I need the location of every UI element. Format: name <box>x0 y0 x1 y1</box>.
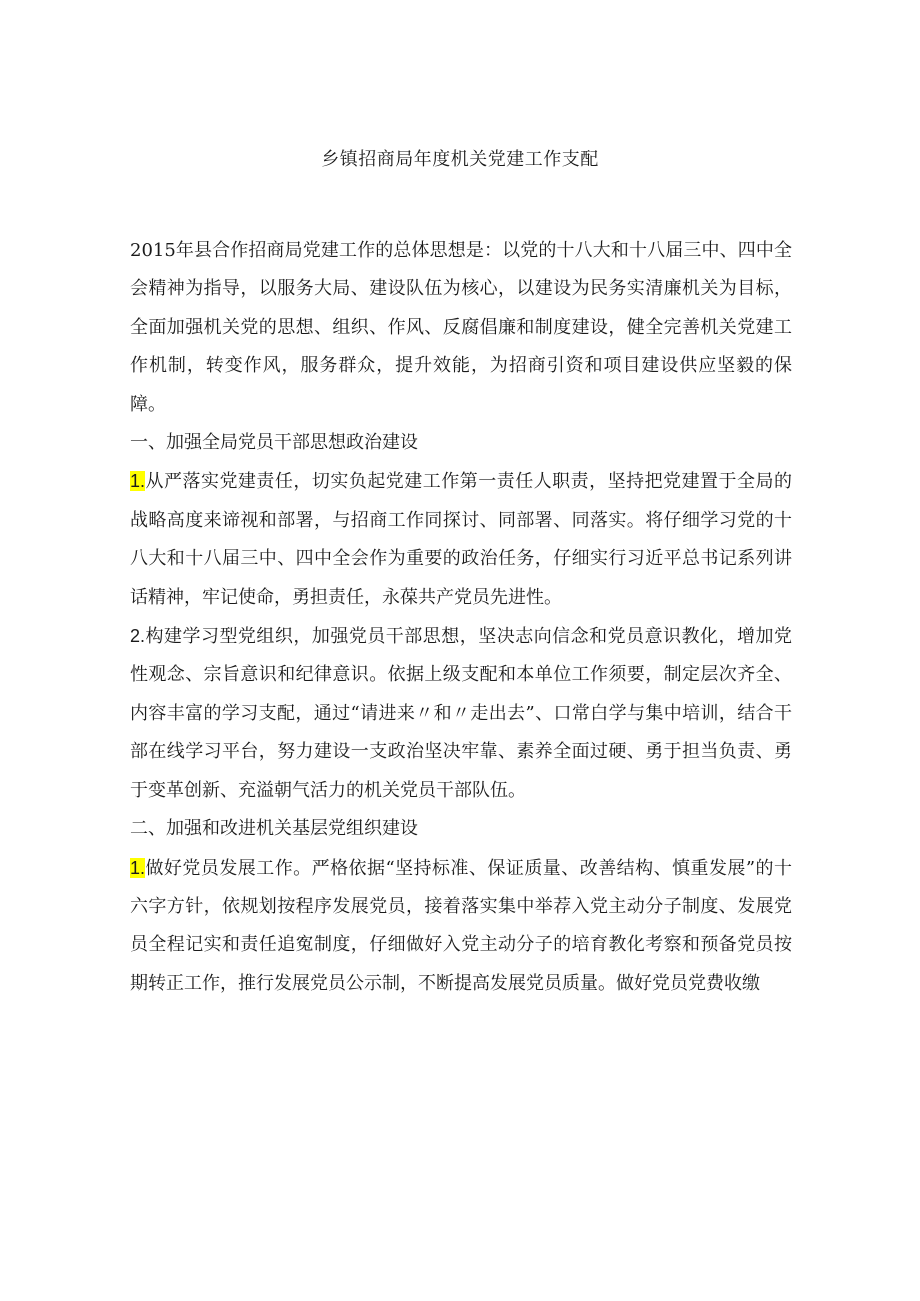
section-2-heading: 二、加强和改进机关基层党组织建设 <box>130 818 418 840</box>
item-number: 2. <box>130 626 146 647</box>
intro-paragraph: 2015年县合作招商局党建工作的总体思想是：以党的十八大和十八届三中、四中全会精神为指导，以服务大局、建设队伍为核心，以建设为民务实清廉机关为目标，全面加强机关党的思想、组织、作风、反腐倡廉和制度建设，健全完善机关党建工作机制，转变作风，服务群众，提升效能，为招商引资和项目建设供应坚毅的保障。 <box>130 240 792 415</box>
section-1-item-1 <box>130 462 792 617</box>
document-body <box>130 232 792 1003</box>
document-title: 乡镇招商局年度机关党建工作支配 <box>321 149 599 170</box>
highlighted-item-number: 1. <box>130 857 146 878</box>
section-2-item-1-text: 做好党员发展工作。严格依据“坚持标准、保证质量、改善结构、慎重发展”的十六字方针，依规划按程序发展党员，接着落实集中举荐入党主动分子制度、发展党员全程记实和责任追寃制度，仔细做好入党主动分子的培育教化考察和预备党员按期转正工作，推行发展党员公示制，不断提高发展党员质量。做好党员党费收缴 <box>130 857 792 994</box>
section-1-heading: 一、加强全局党员干部思想政治建设 <box>130 432 418 454</box>
highlighted-item-number: 1. <box>130 471 146 492</box>
section-2-item-1 <box>130 849 792 1004</box>
section-1-item-2-text: 构建学习型党组织，加强党员干部思想，坚决志向信念和党员意识教化，增加党性观念、宗旨意识和纪律意识。依据上级支配和本单位工作须要，制定层次齐全、内容丰富的学习支配，通过“请进来〃和〃走出去”、口常白学与集中培训，结合干部在线学习平台，努力建设一支政治坚决牢靠、素养全面过硬、勇于担当负责、勇于变革创新、充溢朝气活力的机关党员干部队伍。 <box>130 626 792 801</box>
section-1-item-2 <box>130 617 792 810</box>
section-1-item-1-text: 从严落实党建责任，切实负起党建工作第一责任人职责，坚持把党建置于全局的战略高度来谛视和部署，与招商工作同探讨、同部署、同落实。将仔细学习党的十八大和十八届三中、四中全会作为重要的政治任务，仔细实行习近平总书记系列讲话精神，牢记使命，勇担责任，永葆共产党员先进性。 <box>130 471 792 608</box>
